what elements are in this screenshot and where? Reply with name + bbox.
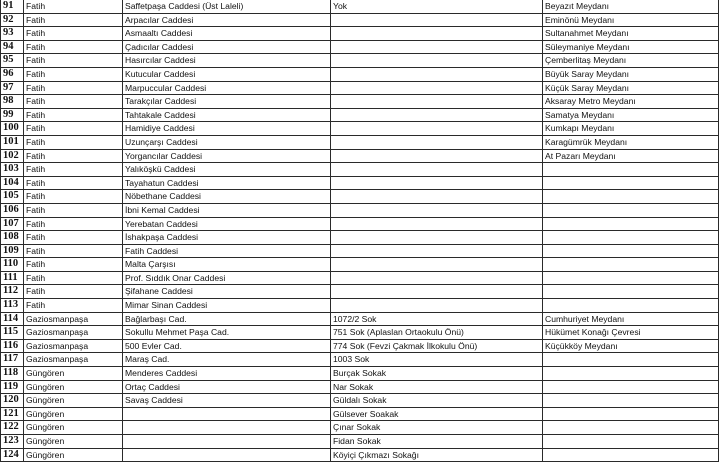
row-number-cell: 114 — [1, 312, 24, 326]
table-row — [1, 367, 719, 381]
alternate-street-cell: 1072/2 Sok — [331, 312, 543, 326]
street-cell: Menderes Caddesi — [123, 367, 331, 381]
square-cell — [543, 299, 719, 313]
table-row — [1, 135, 719, 149]
street-cell — [123, 407, 331, 421]
table-row — [1, 326, 719, 340]
street-cell: Ortaç Caddesi — [123, 380, 331, 394]
alternate-street-cell — [331, 203, 543, 217]
table-row — [1, 203, 719, 217]
alternate-street-cell: Köyiçi Çıkmazı Sokağı — [331, 448, 543, 462]
table-row — [1, 421, 719, 435]
square-cell — [543, 203, 719, 217]
district-cell: Fatih — [24, 217, 123, 231]
row-number-cell: 110 — [1, 258, 24, 272]
row-number-cell: 118 — [1, 367, 24, 381]
row-number-cell: 109 — [1, 244, 24, 258]
table-row — [1, 231, 719, 245]
alternate-street-cell — [331, 217, 543, 231]
alternate-street-cell: 751 Sok (Aplaslan Ortaokulu Önü) — [331, 326, 543, 340]
row-number-cell: 106 — [1, 203, 24, 217]
street-cell: Prof. Sıddık Onar Caddesi — [123, 271, 331, 285]
district-cell: Fatih — [24, 0, 123, 13]
square-cell — [543, 394, 719, 408]
alternate-street-cell — [331, 13, 543, 27]
row-number-cell: 102 — [1, 149, 24, 163]
row-number-cell: 112 — [1, 285, 24, 299]
square-cell: At Pazarı Meydanı — [543, 149, 719, 163]
street-cell: Kutucular Caddesi — [123, 67, 331, 81]
street-cell: Nöbethane Caddesi — [123, 190, 331, 204]
row-number-cell: 108 — [1, 231, 24, 245]
street-cell — [123, 421, 331, 435]
row-number-cell: 93 — [1, 27, 24, 41]
street-cell: Bağlarbaşı Cad. — [123, 312, 331, 326]
street-cell: Asmaaltı Caddesi — [123, 27, 331, 41]
street-cell: Çadıcılar Caddesi — [123, 40, 331, 54]
table-row — [1, 0, 719, 13]
row-number-cell: 113 — [1, 299, 24, 313]
alternate-street-cell — [331, 108, 543, 122]
table-row — [1, 394, 719, 408]
street-cell: Saffetpaşa Caddesi (Üst Laleli) — [123, 0, 331, 13]
square-cell — [543, 367, 719, 381]
district-cell: Fatih — [24, 203, 123, 217]
square-cell — [543, 380, 719, 394]
district-cell: Fatih — [24, 67, 123, 81]
alternate-street-cell — [331, 135, 543, 149]
row-number-cell: 116 — [1, 339, 24, 353]
square-cell — [543, 435, 719, 449]
district-cell: Fatih — [24, 231, 123, 245]
square-cell — [543, 231, 719, 245]
alternate-street-cell — [331, 299, 543, 313]
street-cell: Şifahane Caddesi — [123, 285, 331, 299]
district-cell: Fatih — [24, 258, 123, 272]
square-cell — [543, 163, 719, 177]
table-row — [1, 380, 719, 394]
street-cell: Tarakçılar Caddesi — [123, 95, 331, 109]
square-cell: Çemberlitaş Meydanı — [543, 54, 719, 68]
square-cell: Hükümet Konağı Çevresi — [543, 326, 719, 340]
table-row — [1, 285, 719, 299]
square-cell — [543, 271, 719, 285]
square-cell — [543, 244, 719, 258]
table-row — [1, 312, 719, 326]
square-cell — [543, 285, 719, 299]
square-cell: Büyük Saray Meydanı — [543, 67, 719, 81]
alternate-street-cell — [331, 95, 543, 109]
street-cell: Hamidiye Caddesi — [123, 122, 331, 136]
table-body — [1, 0, 719, 462]
square-cell — [543, 448, 719, 462]
district-cell: Fatih — [24, 27, 123, 41]
district-cell: Güngören — [24, 435, 123, 449]
table-row — [1, 149, 719, 163]
row-number-cell: 117 — [1, 353, 24, 367]
row-number-cell: 99 — [1, 108, 24, 122]
alternate-street-cell — [331, 176, 543, 190]
row-number-cell: 107 — [1, 217, 24, 231]
square-cell: Küçük Saray Meydanı — [543, 81, 719, 95]
district-cell: Güngören — [24, 380, 123, 394]
street-cell — [123, 435, 331, 449]
row-number-cell: 124 — [1, 448, 24, 462]
alternate-street-cell — [331, 81, 543, 95]
row-number-cell: 123 — [1, 435, 24, 449]
district-cell: Gaziosmanpaşa — [24, 353, 123, 367]
table-row — [1, 339, 719, 353]
street-cell: Tayahatun Caddesi — [123, 176, 331, 190]
alternate-street-cell — [331, 231, 543, 245]
row-number-cell: 94 — [1, 40, 24, 54]
row-number-cell: 121 — [1, 407, 24, 421]
alternate-street-cell — [331, 122, 543, 136]
alternate-street-cell: 774 Sok (Fevzi Çakmak İlkokulu Önü) — [331, 339, 543, 353]
district-cell: Fatih — [24, 13, 123, 27]
row-number-cell: 97 — [1, 81, 24, 95]
district-cell: Fatih — [24, 271, 123, 285]
alternate-street-cell — [331, 163, 543, 177]
street-cell: Yalıköşkü Caddesi — [123, 163, 331, 177]
square-cell: Cumhuriyet Meydanı — [543, 312, 719, 326]
district-cell: Güngören — [24, 407, 123, 421]
square-cell — [543, 217, 719, 231]
row-number-cell: 119 — [1, 380, 24, 394]
row-number-cell: 101 — [1, 135, 24, 149]
district-cell: Güngören — [24, 367, 123, 381]
street-cell: Arpacılar Caddesi — [123, 13, 331, 27]
street-cell: İshakpaşa Caddesi — [123, 231, 331, 245]
square-cell: Aksaray Metro Meydanı — [543, 95, 719, 109]
square-cell — [543, 353, 719, 367]
table-row — [1, 40, 719, 54]
table-row — [1, 67, 719, 81]
row-number-cell: 111 — [1, 271, 24, 285]
square-cell: Küçükköy Meydanı — [543, 339, 719, 353]
district-cell: Fatih — [24, 54, 123, 68]
table-row — [1, 217, 719, 231]
street-cell: Fatih Caddesi — [123, 244, 331, 258]
square-cell — [543, 407, 719, 421]
row-number-cell: 104 — [1, 176, 24, 190]
table-row — [1, 448, 719, 462]
alternate-street-cell — [331, 27, 543, 41]
district-cell: Fatih — [24, 95, 123, 109]
street-cell: Uzunçarşı Caddesi — [123, 135, 331, 149]
row-number-cell: 96 — [1, 67, 24, 81]
square-cell: Süleymaniye Meydanı — [543, 40, 719, 54]
row-number-cell: 115 — [1, 326, 24, 340]
table-row — [1, 299, 719, 313]
street-cell — [123, 448, 331, 462]
row-number-cell: 95 — [1, 54, 24, 68]
square-cell: Karagümrük Meydanı — [543, 135, 719, 149]
row-number-cell: 120 — [1, 394, 24, 408]
square-cell — [543, 421, 719, 435]
alternate-street-cell: Yok — [331, 0, 543, 13]
row-number-cell: 105 — [1, 190, 24, 204]
table-row — [1, 163, 719, 177]
alternate-street-cell: Burçak Sokak — [331, 367, 543, 381]
district-cell: Gaziosmanpaşa — [24, 312, 123, 326]
street-cell: Marpuccular Caddesi — [123, 81, 331, 95]
alternate-street-cell: 1003 Sok — [331, 353, 543, 367]
alternate-street-cell: Fidan Sokak — [331, 435, 543, 449]
alternate-street-cell: Güldalı Sokak — [331, 394, 543, 408]
table-row — [1, 271, 719, 285]
street-cell: Yorgancılar Caddesi — [123, 149, 331, 163]
district-cell: Gaziosmanpaşa — [24, 339, 123, 353]
alternate-street-cell — [331, 285, 543, 299]
district-cell: Fatih — [24, 149, 123, 163]
table-row — [1, 122, 719, 136]
street-cell: Yerebatan Caddesi — [123, 217, 331, 231]
square-cell: Samatya Meydanı — [543, 108, 719, 122]
alternate-street-cell — [331, 190, 543, 204]
street-cell: Sokullu Mehmet Paşa Cad. — [123, 326, 331, 340]
street-cell: İbni Kemal Caddesi — [123, 203, 331, 217]
row-number-cell: 92 — [1, 13, 24, 27]
alternate-street-cell: Çınar Sokak — [331, 421, 543, 435]
table-row — [1, 176, 719, 190]
alternate-street-cell — [331, 258, 543, 272]
alternate-street-cell — [331, 67, 543, 81]
alternate-street-cell: Nar Sokak — [331, 380, 543, 394]
square-cell: Eminönü Meydanı — [543, 13, 719, 27]
district-cell: Fatih — [24, 176, 123, 190]
table-row — [1, 258, 719, 272]
street-cell: Maraş Cad. — [123, 353, 331, 367]
square-cell: Sultanahmet Meydanı — [543, 27, 719, 41]
district-cell: Gaziosmanpaşa — [24, 326, 123, 340]
table-row — [1, 407, 719, 421]
square-cell — [543, 176, 719, 190]
table-row — [1, 435, 719, 449]
table-row — [1, 81, 719, 95]
square-cell: Kumkapı Meydanı — [543, 122, 719, 136]
district-cell: Fatih — [24, 81, 123, 95]
alternate-street-cell — [331, 54, 543, 68]
row-number-cell: 103 — [1, 163, 24, 177]
street-cell: 500 Evler Cad. — [123, 339, 331, 353]
district-cell: Fatih — [24, 299, 123, 313]
street-cell: Mimar Sinan Caddesi — [123, 299, 331, 313]
table-row — [1, 54, 719, 68]
row-number-cell: 100 — [1, 122, 24, 136]
street-cell: Savaş Caddesi — [123, 394, 331, 408]
square-cell — [543, 190, 719, 204]
table-row — [1, 190, 719, 204]
district-cell: Güngören — [24, 394, 123, 408]
district-cell: Fatih — [24, 108, 123, 122]
district-cell: Fatih — [24, 40, 123, 54]
row-number-cell: 98 — [1, 95, 24, 109]
row-number-cell: 91 — [1, 0, 24, 13]
alternate-street-cell — [331, 149, 543, 163]
alternate-street-cell — [331, 40, 543, 54]
street-cell: Hasırcılar Caddesi — [123, 54, 331, 68]
table-row — [1, 95, 719, 109]
alternate-street-cell — [331, 271, 543, 285]
district-cell: Güngören — [24, 448, 123, 462]
table-row — [1, 353, 719, 367]
alternate-street-cell — [331, 244, 543, 258]
table-row — [1, 108, 719, 122]
square-cell: Beyazıt Meydanı — [543, 0, 719, 13]
district-cell: Fatih — [24, 244, 123, 258]
district-cell: Fatih — [24, 285, 123, 299]
district-cell: Fatih — [24, 122, 123, 136]
district-cell: Fatih — [24, 190, 123, 204]
district-cell: Güngören — [24, 421, 123, 435]
alternate-street-cell: Gülsever Soakak — [331, 407, 543, 421]
street-cell: Malta Çarşısı — [123, 258, 331, 272]
district-cell: Fatih — [24, 163, 123, 177]
district-cell: Fatih — [24, 135, 123, 149]
table-row — [1, 27, 719, 41]
square-cell — [543, 258, 719, 272]
street-cell: Tahtakale Caddesi — [123, 108, 331, 122]
table-row — [1, 13, 719, 27]
table-row — [1, 244, 719, 258]
row-number-cell: 122 — [1, 421, 24, 435]
